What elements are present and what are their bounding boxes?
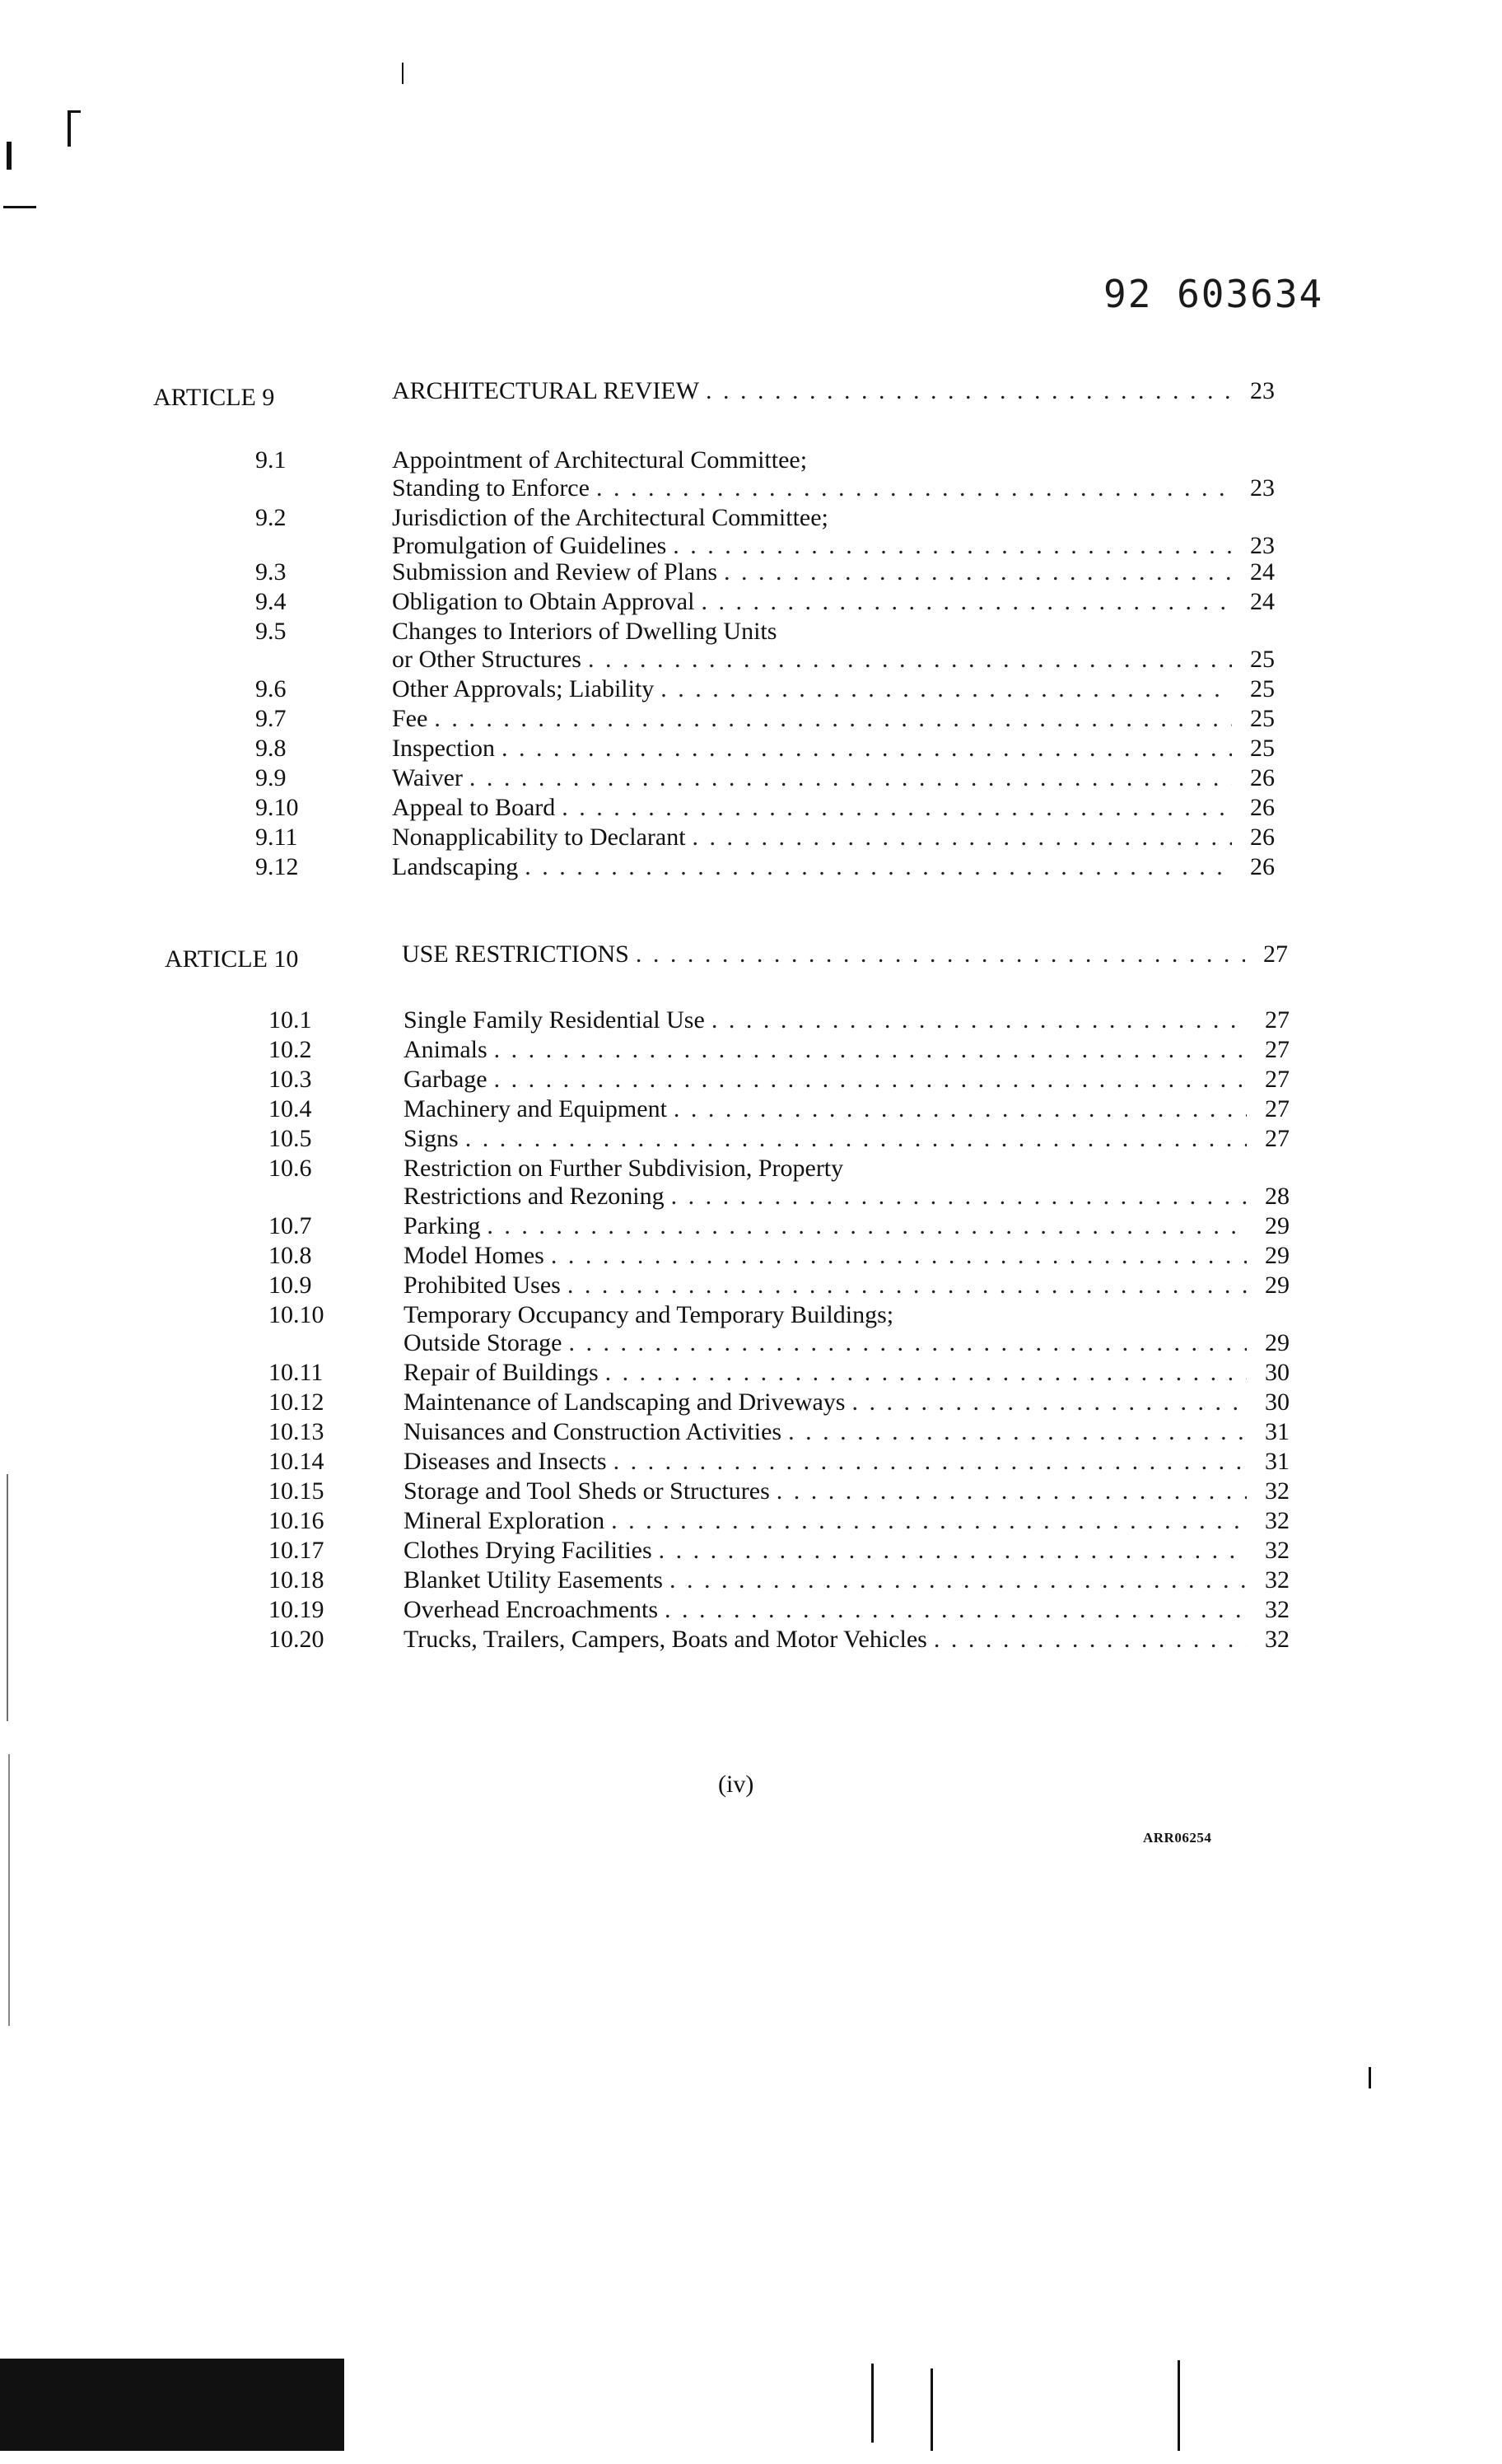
toc-entry-line [392,532,1275,560]
toc-entry [255,764,1275,792]
section-number: 9.10 [255,794,299,821]
toc-entry [268,1095,1290,1123]
scan-mark [7,142,12,170]
page-number: 32 [1265,1626,1290,1653]
dot-leader [562,794,1232,822]
scan-mark [931,2368,933,2451]
toc-entry-line [403,1477,1290,1505]
toc-entry-line [392,705,1275,733]
article-9-title: ARCHITECTURAL REVIEW [392,377,700,404]
dot-leader [701,588,1232,616]
dot-leader [469,764,1232,792]
toc-entry [268,1125,1290,1153]
dot-leader [494,1066,1247,1094]
section-number: 9.1 [255,446,287,474]
article-10-title: USE RESTRICTIONS [402,940,629,968]
section-number: 10.5 [268,1125,312,1152]
toc-entry [268,1596,1290,1624]
section-title: Promulgation of Guidelines [392,532,667,559]
toc-entry [268,1212,1290,1240]
dot-leader [673,532,1232,560]
section-title: Other Approvals; Liability [392,675,655,702]
toc-entry-line [403,1212,1290,1240]
scan-mark [1178,2360,1180,2451]
section-title: Storage and Tool Sheds or Structures [403,1477,770,1505]
page-number: 26 [1250,764,1275,791]
scan-mark [3,206,36,208]
toc-entry [268,1477,1290,1505]
dot-leader [567,1272,1247,1300]
page-number: 27 [1265,1095,1290,1122]
page-number: 27 [1265,1066,1290,1093]
page-number: 25 [1250,646,1275,673]
toc-entry [255,735,1275,763]
section-title: Standing to Enforce [392,474,590,502]
dot-leader [669,1566,1247,1594]
page-number: 29 [1265,1272,1290,1299]
toc-entry [255,588,1275,616]
section-number: 10.9 [268,1272,312,1299]
toc-entry [268,1626,1290,1654]
toc-entry [255,675,1275,703]
toc-entry-line [392,794,1275,822]
section-number: 10.3 [268,1066,312,1093]
toc-entry-line [403,1388,1290,1416]
dot-leader [434,705,1232,733]
scan-mark [0,2359,344,2451]
page-number: 23 [1250,532,1275,559]
section-title: Nuisances and Construction Activities [403,1418,782,1445]
section-number: 9.2 [255,504,287,531]
page-number: 27 [1265,1006,1290,1034]
dot-leader [551,1242,1247,1270]
toc-entry [255,853,1275,881]
toc-entry-line [403,1183,1290,1211]
article-10-label: ARTICLE 10 [165,945,299,973]
dot-leader [671,1183,1247,1211]
toc-entry-line [392,558,1275,586]
dot-leader [596,474,1232,502]
page-number: 27 [1265,1125,1290,1152]
toc-entry [255,794,1275,822]
toc-entry-line [392,474,1275,502]
section-title: Single Family Residential Use [403,1006,705,1034]
section-title: Blanket Utility Easements [403,1566,663,1594]
section-number: 10.19 [268,1596,324,1623]
toc-entry [255,446,1275,502]
page-number: 25 [1250,705,1275,732]
toc-entry-line [403,1272,1290,1300]
article-9-label: ARTICLE 9 [153,384,275,411]
toc-entry [268,1036,1290,1064]
section-number: 10.2 [268,1036,312,1063]
toc-entry-line [392,675,1275,703]
section-number: 10.7 [268,1212,312,1239]
dot-leader [724,558,1232,586]
dot-leader [568,1329,1247,1357]
section-title: Landscaping [392,853,519,880]
section-number: 9.8 [255,735,287,762]
section-title: Restrictions and Rezoning [403,1183,665,1210]
page-number: 30 [1265,1388,1290,1416]
toc-entry [268,1155,1290,1211]
page-number: 24 [1250,588,1275,615]
section-title: Fee [392,705,428,732]
page-number: 30 [1265,1359,1290,1386]
section-title: Temporary Occupancy and Temporary Buildings; [403,1301,894,1328]
section-number: 9.12 [255,853,299,880]
toc-entry [268,1507,1290,1535]
toc-entry-line [403,1359,1290,1387]
page-number: 31 [1265,1448,1290,1475]
toc-entry-line [403,1537,1290,1565]
section-number: 10.20 [268,1626,324,1653]
dot-leader [605,1359,1247,1387]
section-title: Prohibited Uses [403,1272,561,1299]
section-number: 10.4 [268,1095,312,1122]
page-number: 26 [1250,794,1275,821]
toc-entry-line [403,1507,1290,1535]
section-number: 9.3 [255,558,287,586]
dot-leader [487,1212,1247,1240]
page-number: 32 [1265,1507,1290,1534]
section-title: Model Homes [403,1242,544,1269]
dot-leader [588,646,1232,674]
dot-leader [613,1448,1247,1476]
section-title: Nonapplicability to Declarant [392,824,686,851]
section-title: Repair of Buildings [403,1359,599,1386]
section-title: Animals [403,1036,487,1063]
dot-leader [501,735,1232,763]
section-number: 9.5 [255,618,287,645]
toc-entry-line [392,646,1275,674]
article-10-page: 27 [1263,940,1288,968]
dot-leader [636,940,1245,968]
toc-entry [268,1006,1290,1034]
dot-leader [494,1036,1247,1064]
toc-entry-line [403,1095,1290,1123]
dot-leader [788,1418,1247,1446]
toc-entry-line [403,1036,1290,1064]
section-number: 10.14 [268,1448,324,1475]
dot-leader [660,675,1232,703]
toc-entry-line [403,1418,1290,1446]
scan-mark [68,110,81,113]
dot-leader [706,377,1232,405]
section-title: Appeal to Board [392,794,556,821]
page-number: 26 [1250,824,1275,851]
section-number: 9.11 [255,824,298,851]
dot-leader [525,853,1232,881]
toc-entry [268,1388,1290,1416]
section-number: 10.6 [268,1155,312,1182]
toc-entry-line [403,1242,1290,1270]
section-title: Submission and Review of Plans [392,558,717,586]
dot-leader [693,824,1232,852]
toc-entry-line [392,588,1275,616]
toc-entry [255,705,1275,733]
scan-mark [68,112,71,147]
toc-entry-line [403,1626,1290,1654]
page-number: 24 [1250,558,1275,586]
toc-entry-line [403,1566,1290,1594]
scan-mark [7,1474,8,1721]
section-number: 10.13 [268,1418,324,1445]
dot-leader [674,1095,1247,1123]
dot-leader [659,1537,1247,1565]
dot-leader [711,1006,1247,1034]
page-number: 32 [1265,1477,1290,1505]
section-title: Garbage [403,1066,487,1093]
scan-mark [871,2364,874,2443]
section-title: Appointment of Architectural Committee; [392,446,808,474]
toc-entry-line [403,1125,1290,1153]
section-title: Obligation to Obtain Approval [392,588,695,615]
section-number: 10.11 [268,1359,324,1386]
dot-leader [934,1626,1247,1654]
section-number: 9.4 [255,588,287,615]
toc-entry-line [403,1006,1290,1034]
section-title: Clothes Drying Facilities [403,1537,652,1564]
page-number: 23 [1250,474,1275,502]
section-title: or Other Structures [392,646,581,673]
toc-entry [255,504,1275,560]
section-title: Outside Storage [403,1329,562,1356]
dot-leader [611,1507,1247,1535]
article-10-title-row [402,940,1288,968]
toc-entry-line [392,764,1275,792]
toc-entry [268,1566,1290,1594]
page-number: 29 [1265,1242,1290,1269]
page-number: 31 [1265,1418,1290,1445]
section-number: 10.8 [268,1242,312,1269]
page-number: 28 [1265,1183,1290,1210]
article-9-title-row [392,377,1275,405]
section-title: Machinery and Equipment [403,1095,667,1122]
section-number: 9.7 [255,705,287,732]
section-title: Changes to Interiors of Dwelling Units [392,618,777,645]
page-number: 27 [1265,1036,1290,1063]
section-title: Trucks, Trailers, Campers, Boats and Motor Vehicles [403,1626,927,1653]
dot-leader [851,1388,1247,1416]
section-number: 9.6 [255,675,287,702]
page-number: 29 [1265,1329,1290,1356]
toc-entry-line [403,1596,1290,1624]
toc-entry [255,558,1275,586]
page-number: 32 [1265,1566,1290,1594]
section-number: 9.9 [255,764,287,791]
section-number: 10.18 [268,1566,324,1594]
document-number: 92 603634 [1103,272,1324,316]
toc-entry-line [392,824,1275,852]
toc-entry [268,1301,1290,1357]
dot-leader [465,1125,1247,1153]
section-number: 10.10 [268,1301,324,1328]
toc-entry [255,618,1275,674]
section-title: Mineral Exploration [403,1507,605,1534]
toc-entry [268,1537,1290,1565]
toc-entry [268,1359,1290,1387]
page-number: 32 [1265,1596,1290,1623]
section-title: Jurisdiction of the Architectural Committee; [392,504,828,531]
dot-leader [665,1596,1247,1624]
toc-entry [268,1448,1290,1476]
section-title: Parking [403,1212,481,1239]
page-folio: (iv) [718,1771,754,1798]
toc-entry [268,1418,1290,1446]
scan-mark [8,1754,10,2026]
section-title: Maintenance of Landscaping and Driveways [403,1388,846,1416]
bates-number: ARR06254 [1143,1830,1212,1846]
toc-entry-line [403,1066,1290,1094]
section-number: 10.12 [268,1388,324,1416]
section-title: Diseases and Insects [403,1448,607,1475]
dot-leader [777,1477,1247,1505]
toc-entry [268,1066,1290,1094]
article-9-page: 23 [1250,377,1275,404]
scan-mark [402,63,403,84]
section-title: Overhead Encroachments [403,1596,659,1623]
toc-entry [268,1242,1290,1270]
toc-entry-line [392,853,1275,881]
toc-entry-line [392,735,1275,763]
section-title: Inspection [392,735,495,762]
section-title: Restriction on Further Subdivision, Property [403,1155,844,1182]
toc-entry [268,1272,1290,1300]
scan-mark [1369,2067,1371,2088]
section-number: 10.16 [268,1507,324,1534]
page-number: 32 [1265,1537,1290,1564]
page-number: 26 [1250,853,1275,880]
section-number: 10.17 [268,1537,324,1564]
toc-entry-line [403,1448,1290,1476]
section-number: 10.1 [268,1006,312,1034]
page-number: 29 [1265,1212,1290,1239]
page-number: 25 [1250,675,1275,702]
page-number: 25 [1250,735,1275,762]
toc-entry [255,824,1275,852]
toc-entry-line [403,1329,1290,1357]
section-title: Waiver [392,764,463,791]
section-number: 10.15 [268,1477,324,1505]
section-title: Signs [403,1125,459,1152]
